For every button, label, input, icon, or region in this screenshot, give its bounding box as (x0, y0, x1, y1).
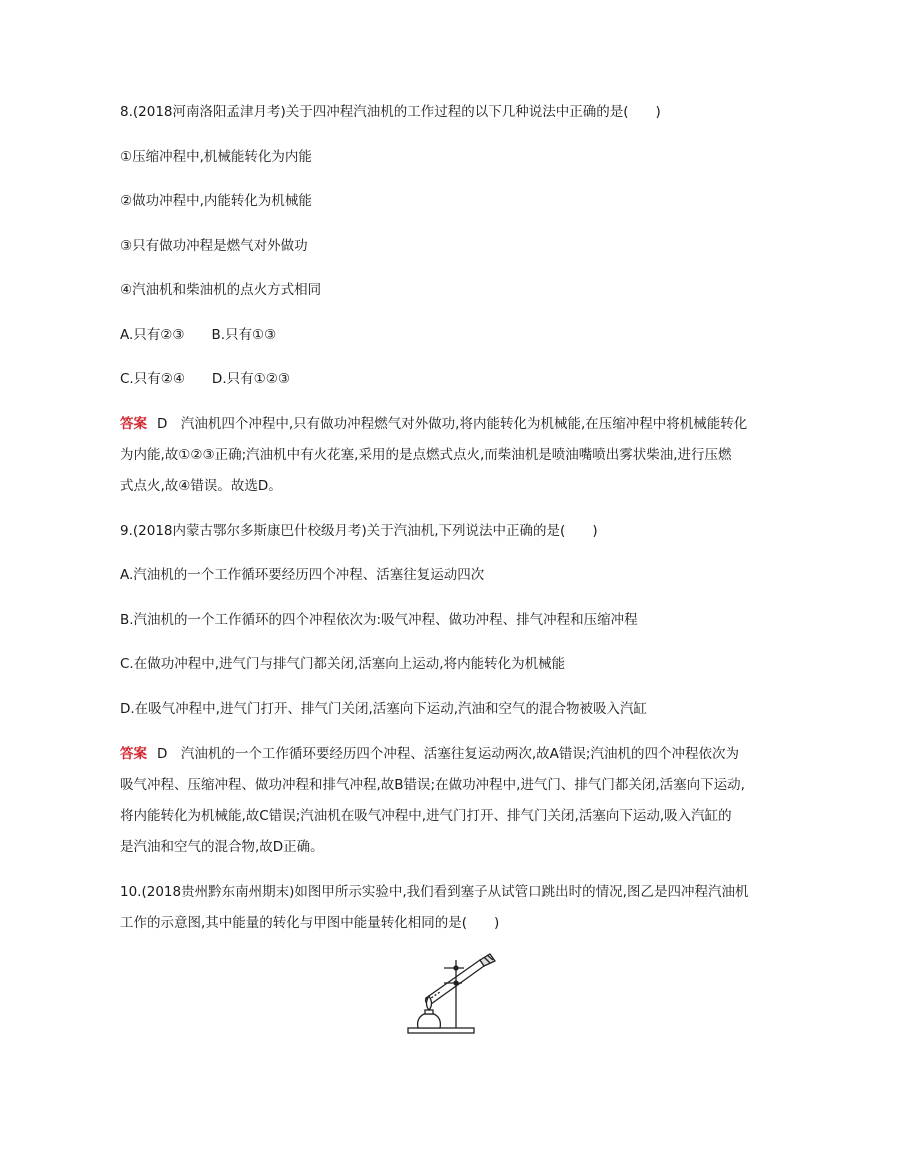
q8-options-row1: A.只有②③ B.只有①③ (120, 327, 277, 343)
q8-stem: 8.(2018河南洛阳孟津月考)关于四冲程汽油机的工作过程的以下几种说法中正确的是( ) (120, 104, 661, 120)
q8-statement-4: ④汽油机和柴油机的点火方式相同 (120, 282, 322, 298)
q8-answer-line-2: 为内能,故①②③正确;汽油机中有火花塞,采用的是点燃式点火,而柴油机是喷油嘴喷出雾状柴油,进行压燃 (120, 447, 732, 463)
q9-option-b: B.汽油机的一个工作循环的四个冲程依次为:吸气冲程、做功冲程、排气冲程和压缩冲程 (120, 612, 638, 628)
q9-answer-line-4: 是汽油和空气的混合物,故D正确。 (120, 839, 324, 855)
q9-answer-line-3: 将内能转化为机械能,故C错误;汽油机在吸气冲程中,进气门打开、排气门关闭,活塞向下运动,吸入汽缸的 (120, 808, 732, 824)
q8-statement-2: ②做功冲程中,内能转化为机械能 (120, 193, 312, 209)
q9-option-a: A.汽油机的一个工作循环要经历四个冲程、活塞往复运动四次 (120, 567, 485, 583)
answer-label: 答案 (120, 416, 147, 432)
q9-option-d: D.在吸气冲程中,进气门打开、排气门关闭,活塞向下运动,汽油和空气的混合物被吸入汽缸 (120, 701, 648, 717)
test-tube-on-stand-with-alcohol-lamp-icon (404, 952, 504, 1038)
q8-answer-line-1 (120, 415, 747, 433)
q9-stem: 9.(2018内蒙古鄂尔多斯康巴什校级月考)关于汽油机,下列说法中正确的是( ) (120, 523, 598, 539)
q8-statement-1: ①压缩冲程中,机械能转化为内能 (120, 149, 312, 165)
q9-answer-line-2: 吸气冲程、压缩冲程、做功冲程和排气冲程,故B错误;在做功冲程中,进气门、排气门都关闭,活塞向下运动, (120, 777, 745, 793)
q9-answer-line-1 (120, 745, 739, 763)
answer-label: 答案 (120, 746, 147, 762)
q10-stem-line-1: 10.(2018贵州黔东南州期末)如图甲所示实验中,我们看到塞子从试管口跳出时的情况,图乙是四冲程汽油机 (120, 884, 749, 900)
q10-stem-line-2: 工作的示意图,其中能量的转化与甲图中能量转化相同的是( ) (120, 915, 500, 931)
q8-options-row2: C.只有②④ D.只有①②③ (120, 371, 290, 387)
q9-answer-text-1: D 汽油机的一个工作循环要经历四个冲程、活塞往复运动两次,故A错误;汽油机的四个冲程依次为 (157, 746, 739, 762)
q9-option-c: C.在做功冲程中,进气门与排气门都关闭,活塞向上运动,将内能转化为机械能 (120, 656, 566, 672)
q8-answer-text-1: D 汽油机四个冲程中,只有做功冲程燃气对外做功,将内能转化为机械能,在压缩冲程中将机械能转化 (157, 416, 748, 432)
q8-statement-3: ③只有做功冲程是燃气对外做功 (120, 238, 308, 254)
q8-answer-line-3: 式点火,故④错误。故选D。 (120, 478, 282, 494)
